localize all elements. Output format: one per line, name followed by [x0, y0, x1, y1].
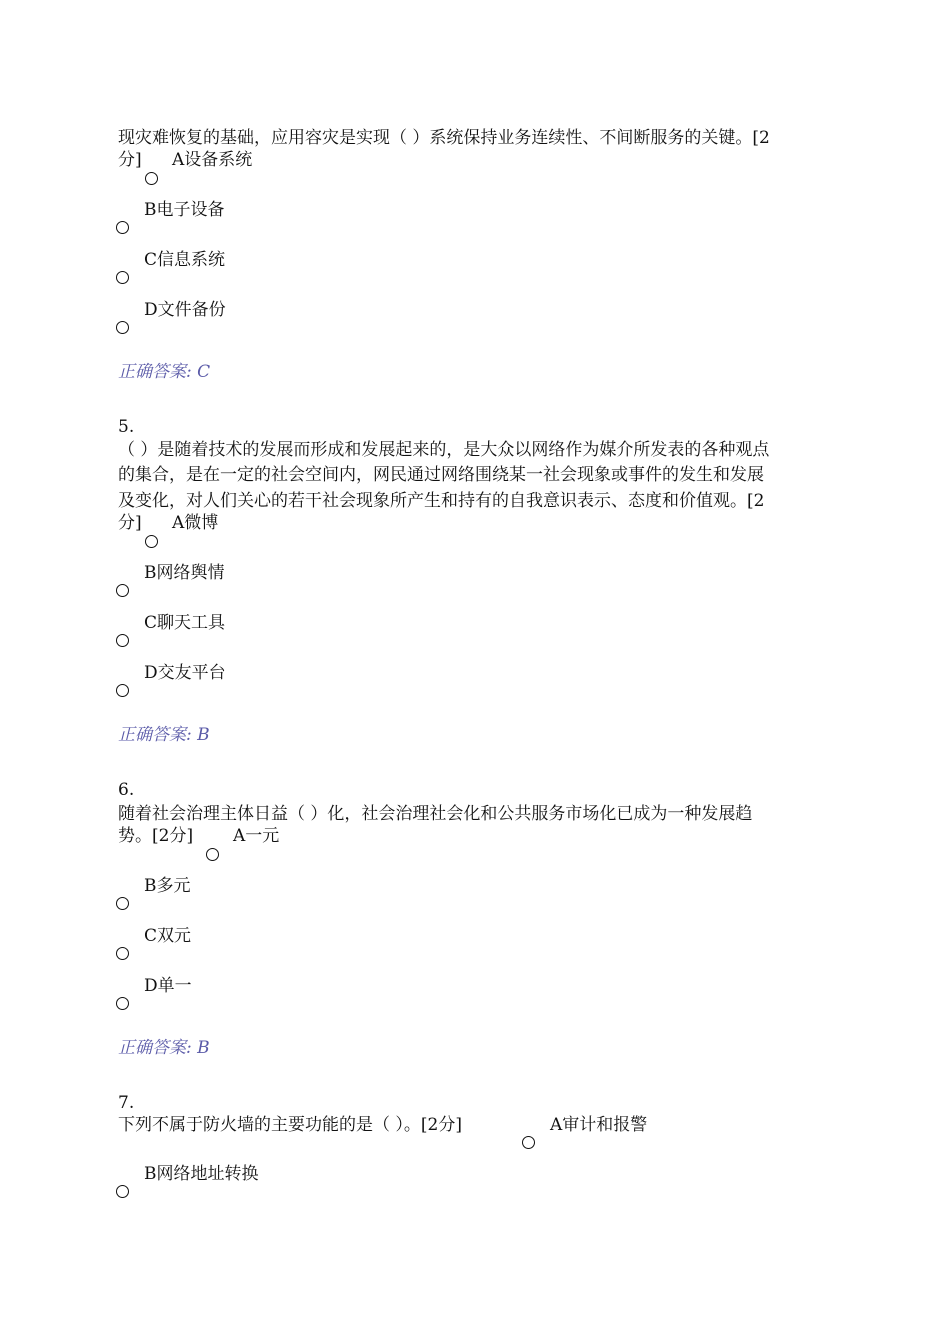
question-7-option-a-label: A审计和报警 [550, 1115, 648, 1135]
question-4-correct-answer: 正确答案: C [118, 362, 211, 382]
question-4-option-c-label: C信息系统 [144, 250, 226, 270]
question-5-text-line1: （ ）是随着技术的发展而形成和发展起来的，是大众以网络作为媒介所发表的各种观点 [118, 440, 770, 460]
question-4-text-line2: 分] [118, 150, 142, 170]
question-4-option-d-radio[interactable] [116, 321, 129, 334]
question-7-text-line1: 下列不属于防火墙的主要功能的是（ ）。[2分] [118, 1115, 462, 1135]
question-5-option-d-radio[interactable] [116, 684, 129, 697]
question-5-text-line3: 及变化，对人们关心的若干社会现象所产生和持有的自我意识表示、态度和价值观。[2 [118, 491, 765, 511]
question-5-option-c-radio[interactable] [116, 634, 129, 647]
question-4-option-b-label: B电子设备 [144, 200, 225, 220]
question-6-number: 6. [118, 780, 135, 800]
question-4-option-d-label: D文件备份 [144, 300, 226, 320]
question-6-text-line1: 随着社会治理主体日益（ ）化，社会治理社会化和公共服务市场化已成为一种发展趋 [118, 804, 753, 824]
question-5-option-b-radio[interactable] [116, 584, 129, 597]
question-6-text-line2: 势。[2分] [118, 826, 194, 846]
question-6-option-b-label: B多元 [144, 876, 191, 896]
question-4-option-b-radio[interactable] [116, 221, 129, 234]
question-5-correct-answer: 正确答案: B [118, 725, 210, 745]
question-5-text-line4: 分] [118, 513, 142, 533]
question-4-option-a-label: A设备系统 [172, 150, 253, 170]
question-5-number: 5. [118, 417, 135, 437]
question-5-text-line2: 的集合，是在一定的社会空间内，网民通过网络围绕某一社会现象或事件的发生和发展 [118, 465, 764, 485]
question-5-option-b-label: B网络舆情 [144, 563, 225, 583]
question-6-option-d-label: D单一 [144, 976, 192, 996]
question-6-correct-answer: 正确答案: B [118, 1038, 210, 1058]
question-7-option-b-label: B网络地址转换 [144, 1164, 259, 1184]
question-5-option-a-radio[interactable] [145, 535, 158, 548]
question-4-option-a-radio[interactable] [145, 172, 158, 185]
question-6-option-d-radio[interactable] [116, 997, 129, 1010]
question-6-option-c-label: C双元 [144, 926, 192, 946]
question-7-option-a-radio[interactable] [522, 1136, 535, 1149]
question-4-text-line1: 现灾难恢复的基础，应用容灾是实现（ ）系统保持业务连续性、不间断服务的关键。[2 [118, 128, 770, 148]
question-6-option-a-radio[interactable] [206, 848, 219, 861]
question-5-option-c-label: C聊天工具 [144, 613, 226, 633]
question-7-number: 7. [118, 1093, 135, 1113]
question-5-option-a-label: A微博 [172, 513, 219, 533]
question-6-option-b-radio[interactable] [116, 897, 129, 910]
question-7-option-b-radio[interactable] [116, 1185, 129, 1198]
question-4-option-c-radio[interactable] [116, 271, 129, 284]
question-6-option-c-radio[interactable] [116, 947, 129, 960]
question-6-option-a-label: A一元 [233, 826, 280, 846]
question-5-option-d-label: D交友平台 [144, 663, 226, 683]
